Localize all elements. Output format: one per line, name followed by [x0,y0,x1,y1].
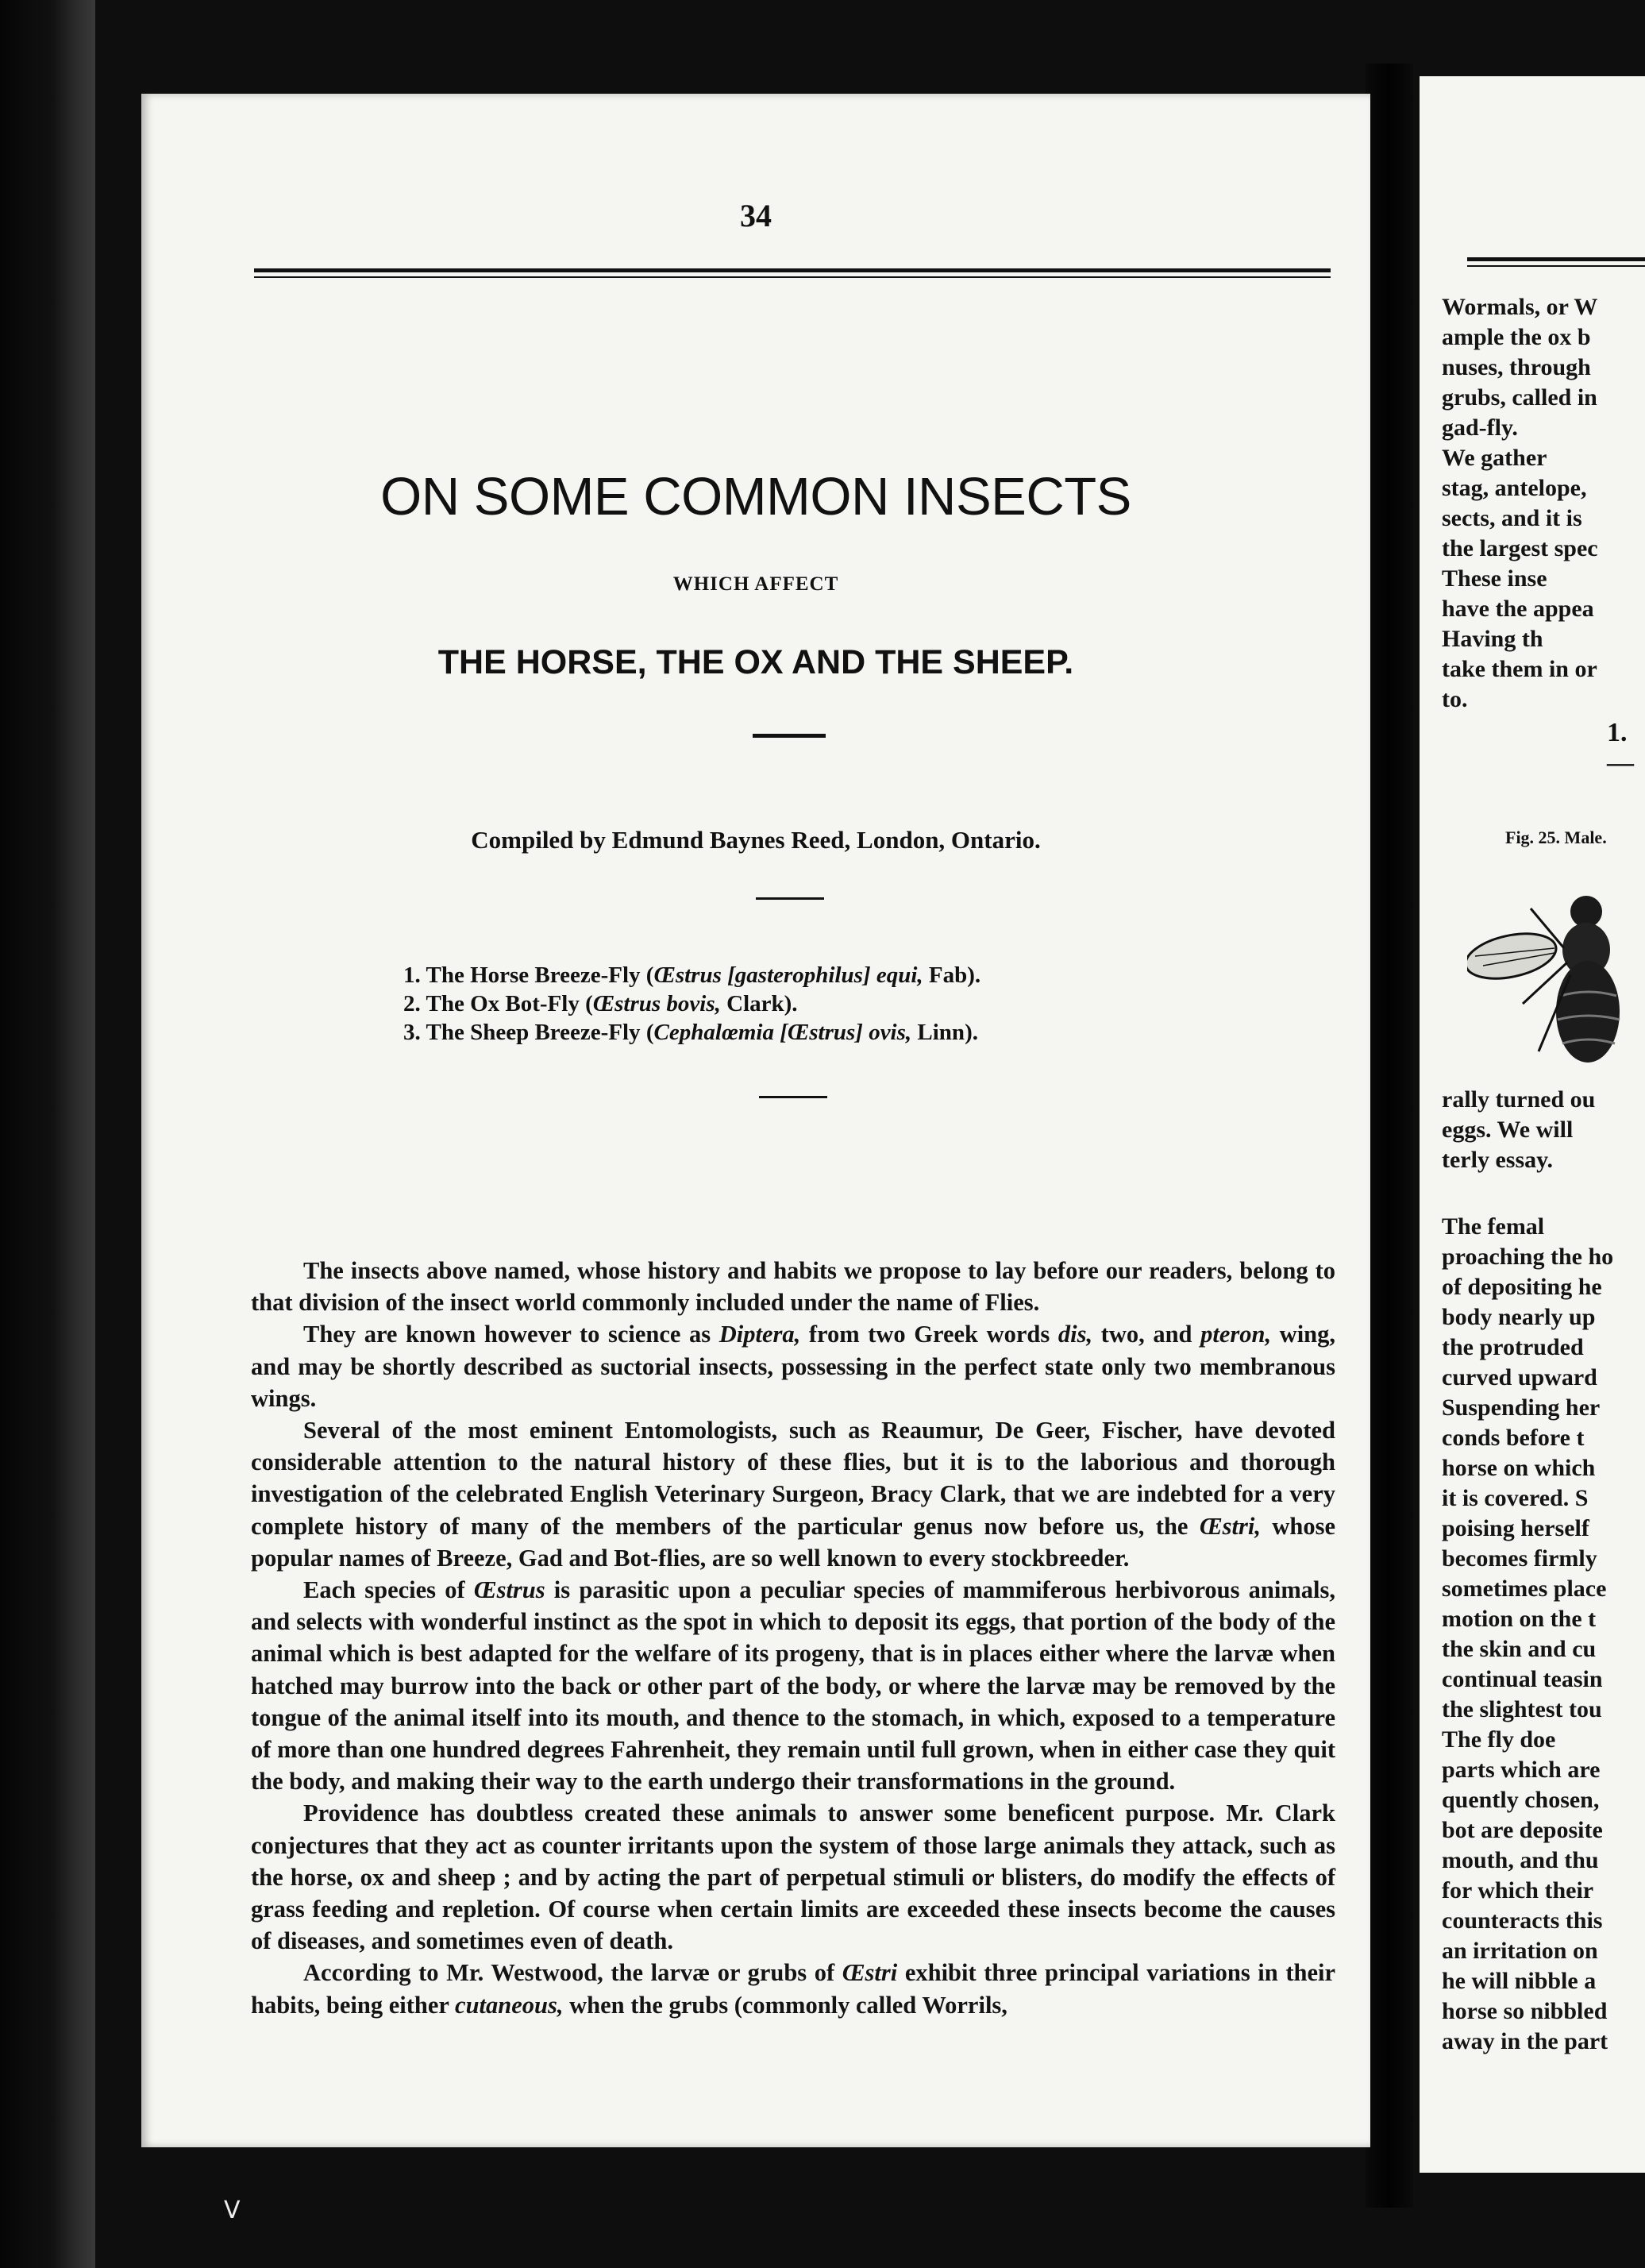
text-line: Having th [1442,626,1543,652]
article-body [251,1255,1335,2021]
paragraph: Providence has doubtless created these animals to answer some beneficent purpose. Mr. Clark conjectures that they act as counter irritants upon the system of those large animals they attack, such as the horse, ox and sheep ; and by acting the part of perpetual stimuli or blisters, do modify the effects of grass feeding and repletion. Of course when certain limits are exceeded these insects become the causes of diseases, and sometimes even of death. [251,1799,1335,1955]
text-line: he will nibble a [1442,1968,1597,1994]
left-page [141,94,1370,2147]
book-spine [1366,64,1413,2208]
compiled-by-line: Compiled by Edmund Baynes Reed, London, Ontario. [471,826,1041,854]
text-line: conds before t [1442,1425,1585,1451]
compiled-by-label: Compiled by [471,826,606,854]
fly-illustration [1467,877,1645,1115]
text-line: take them in or [1442,656,1597,682]
paragraph: Each species of Œstrus is parasitic upon a peculiar species of mammiferous herbivorous animals, and selects with wonderful instinct as the spot in which to deposit its eggs, that portion of the body of the animal which is best adapted for the welfare of its progeny, that is in places either where the larvæ when hatched may burrow into the back or other part of the body, or where the larvæ may be removed by the tongue of the animal itself into its mouth, and thence to the stomach, in which, exposed to a temperature of more than one hundred degrees Fahrenheit, they remain until full grown, when in either case they quit the body, and making their way to the earth undergo their transformations in the ground. [251,1576,1335,1796]
paragraph: Several of the most eminent Entomologists, such as Reaumur, De Geer, Fischer, have devoted considerable attention to the natural history of these flies, but it is to the laborious and thorough investigation of the celebrated English Veterinary Surgeon, Bracy Clark, that we are indebted for a very complete history of many of the members of the particular genus now before us, the Œstri, whose popular names of Breeze, Gad and Bot-flies, are so well known to every stockbreeder. [251,1417,1335,1572]
text-line: the skin and cu [1442,1636,1597,1662]
text-line: to. [1442,686,1468,712]
text-line: away in the part [1442,2028,1608,2054]
article-subtitle: THE HORSE, THE OX AND THE SHEEP. [437,643,1074,681]
text-line: The femal [1442,1213,1545,1240]
text-line: gad-fly. [1442,415,1518,441]
species-item: 2. The Ox Bot-Fly (Œstrus bovis, Clark). [403,991,798,1016]
right-page [1420,76,1645,2173]
text-line: becomes firmly [1442,1545,1597,1572]
text-line: We gather [1442,445,1547,471]
text-line: ample the ox b [1442,324,1591,350]
section-divider-2 [756,897,824,900]
right-page-text-mid [1442,1085,1645,1175]
article-title: ON SOME COMMON INSECTS [380,467,1131,526]
text-line: motion on the t [1442,1606,1597,1632]
text-line: terly essay. [1442,1147,1553,1173]
text-line: sects, and it is [1442,505,1582,531]
text-line: mouth, and thu [1442,1847,1599,1873]
text-line: have the appea [1442,596,1594,622]
text-line: the largest spec [1442,535,1598,561]
text-line: bot are deposite [1442,1817,1603,1843]
text-line: Suspending her [1442,1394,1601,1421]
section-divider [753,734,826,738]
paragraph: According to Mr. Westwood, the larvæ or grubs of Œstri exhibit three principal variations in their habits, being either cutaneous, when the grubs (commonly called Worrils, [251,1959,1335,2019]
paragraph: The insects above named, whose history and habits we propose to lay before our readers, belong to that division of the insect world commonly included under the name of Flies. [251,1257,1335,1317]
scan-left-edge [0,0,95,2268]
right-page-text-top [1442,292,1645,715]
compiler-place: London, Ontario. [857,826,1041,854]
right-header-rule [1467,257,1645,261]
text-line: eggs. We will [1442,1117,1574,1143]
text-line: an irritation on [1442,1938,1598,1964]
paragraph: They are known however to science as Diptera, from two Greek words dis, two, and pteron, wing, and may be shortly described as suctorial insects, possessing in the perfect state only two membranous wings. [251,1321,1336,1412]
species-item: 1. The Horse Breeze-Fly (Œstrus [gasterophilus] equi, Fab). [403,962,981,988]
text-line: stag, antelope, [1442,475,1587,501]
text-line: nuses, through [1442,354,1591,380]
text-line: quently chosen, [1442,1787,1600,1813]
text-line: horse on which [1442,1455,1596,1481]
text-line: Wormals, or W [1442,294,1598,320]
text-line: poising herself [1442,1515,1589,1541]
right-page-text-bottom [1442,1212,1645,2057]
text-line: body nearly up [1442,1304,1596,1330]
right-header-rule-thin [1467,265,1645,267]
right-section-heading: 1.— [1607,718,1634,777]
header-rule [254,268,1331,272]
text-line: rally turned ou [1442,1086,1596,1113]
text-line: proaching the ho [1442,1244,1614,1270]
text-line: the slightest tou [1442,1696,1602,1722]
page-number: 34 [740,198,772,233]
text-line: for which their [1442,1877,1594,1904]
text-line: the protruded [1442,1334,1584,1360]
compiler-name: Edmund Baynes Reed [611,826,845,854]
text-line: of depositing he [1442,1274,1602,1300]
text-line: counteracts this [1442,1907,1603,1934]
figure-caption: Fig. 25. Male. [1505,827,1607,847]
text-line: continual teasin [1442,1666,1603,1692]
text-line: curved upward [1442,1364,1597,1390]
article-subtitle-small: WHICH AFFECT [672,573,839,595]
species-item: 3. The Sheep Breeze-Fly (Cephalœmia [Œstrus] ovis, Linn). [403,1020,978,1045]
header-rule-thin [254,276,1331,278]
text-line: sometimes place [1442,1576,1607,1602]
text-line: it is covered. S [1442,1485,1589,1511]
text-line: These inse [1442,565,1547,592]
species-list [403,961,1356,1047]
text-line: grubs, called in [1442,384,1597,411]
text-line: horse so nibbled [1442,1998,1608,2024]
text-line: The fly doe [1442,1726,1556,1753]
text-line: parts which are [1442,1757,1601,1783]
section-divider-3 [759,1096,827,1098]
scan-mark: V [224,2197,241,2224]
